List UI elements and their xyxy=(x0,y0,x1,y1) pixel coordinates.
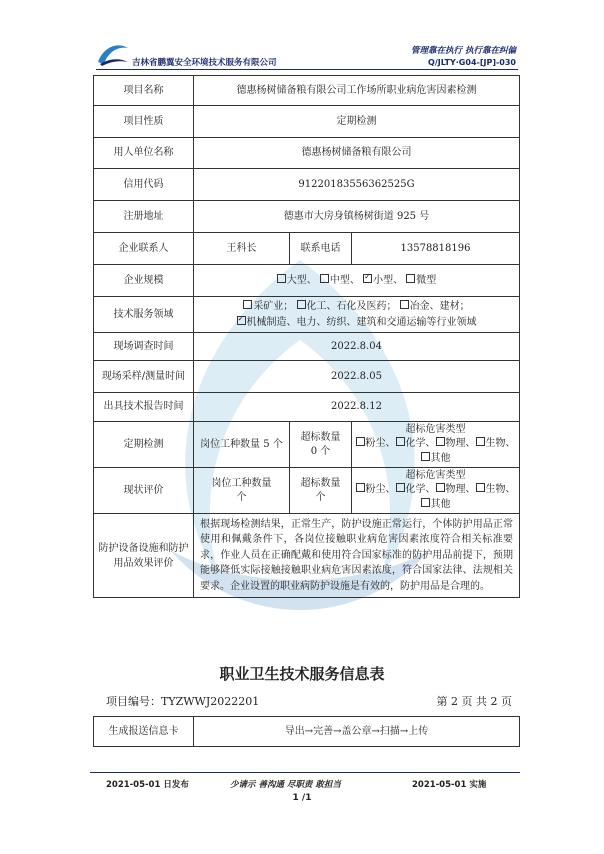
contact-label: 企业联系人 xyxy=(94,233,194,265)
page-header xyxy=(0,0,604,70)
periodic-exceed: 超标数量 0 个 xyxy=(290,422,352,468)
header-slogan: 管理靠在执行 执行靠在纠偏 xyxy=(411,46,516,56)
table-row xyxy=(94,297,520,333)
current-hazard-types: 超标危害类型 粉尘、 化学、 物理、 生物、其他 xyxy=(352,468,520,514)
footer-motto: 少请示 善沟通 尽职责 敢担当 xyxy=(230,780,341,790)
project-nature-label: 项目性质 xyxy=(94,106,194,138)
project-info-table xyxy=(93,75,520,598)
checkbox-icon xyxy=(396,437,405,446)
page-number: 1 /1 xyxy=(292,793,312,803)
project-number: 项目编号：TYZWWJ2022201 xyxy=(106,695,260,708)
periodic-hazard-types: 超标危害类型 粉尘、 化学、 物理、 生物、其他 xyxy=(352,422,520,468)
checkbox-icon xyxy=(297,300,306,309)
scale-option[interactable]: 微型 xyxy=(406,275,436,286)
footer-divider xyxy=(90,772,520,773)
project-nature-value: 定期检测 xyxy=(194,106,520,138)
field-options xyxy=(194,297,520,333)
table-row xyxy=(94,138,520,169)
address-value: 德惠市大房身镇杨树街道 925 号 xyxy=(194,201,520,233)
protection-text: 根据现场检测结果，正常生产，防护设施正常运行，个体防护用品正常使用和佩戴条件下，各岗位接触职业病危害因素浓度符合相关标准要求，作业人员在正确配戴和使用符合国家标准的防护用品前提下，预期能够降低实际接触接触职业病危害因素浓度，符合国家法律、法规相关要求。企业设置的职业病防护设施是有效的，防护用品是合理的。 xyxy=(194,514,520,598)
current-positions: 岗位工种数量 个 xyxy=(194,468,290,514)
sampling-time-value: 2022.8.05 xyxy=(194,361,520,393)
credit-code-label: 信用代码 xyxy=(94,169,194,201)
table-row xyxy=(94,333,520,361)
table-row xyxy=(94,106,520,138)
table-row xyxy=(94,201,520,233)
employer-value: 德惠杨树储备粮有限公司 xyxy=(194,138,520,169)
checked-checkbox-icon xyxy=(363,274,372,283)
table-row xyxy=(94,233,520,265)
checkbox-icon xyxy=(476,483,485,492)
field-label: 技术服务领域 xyxy=(94,297,194,333)
table-row xyxy=(94,393,520,422)
periodic-label: 定期检测 xyxy=(94,422,194,468)
scale-option[interactable]: ✓ 小型、 xyxy=(363,275,403,286)
phone-value: 13578818196 xyxy=(352,233,520,265)
checkbox-icon xyxy=(396,483,405,492)
table-row xyxy=(94,361,520,393)
field-option[interactable]: 采矿业； xyxy=(243,301,293,312)
table-row xyxy=(94,468,520,514)
project-name-label: 项目名称 xyxy=(94,76,194,106)
periodic-positions: 岗位工种数量 5 个 xyxy=(194,422,290,468)
scale-option[interactable]: 中型、 xyxy=(320,275,360,286)
report-time-value: 2022.8.12 xyxy=(194,393,520,422)
field-option[interactable]: ✓机械制造、电力、纺织、建筑和交通运输等行业领域 xyxy=(237,317,477,328)
checkbox-icon xyxy=(320,274,329,283)
protection-label: 防护设备设施和防护用品效果评价 xyxy=(94,514,194,598)
phone-label: 联系电话 xyxy=(290,233,352,265)
field-option[interactable]: 冶金、建材； xyxy=(400,301,470,312)
credit-code-value: 91220183556362525G xyxy=(194,169,520,201)
checkbox-icon xyxy=(436,437,445,446)
current-exceed: 超标数量 个 xyxy=(290,468,352,514)
checkbox-icon xyxy=(436,483,445,492)
generate-card-steps: 导出→完善→盖公章→扫描→上传 xyxy=(194,717,520,747)
issue-date: 2021-05-01 日发布 xyxy=(106,780,189,790)
effective-date: 2021-05-01 实施 xyxy=(412,780,487,790)
scale-label: 企业规模 xyxy=(94,265,194,297)
checkbox-icon xyxy=(421,498,430,507)
checkbox-icon xyxy=(277,274,286,283)
checkbox-icon xyxy=(356,437,365,446)
checkbox-icon xyxy=(400,300,409,309)
form-title: 职业卫生技术服务信息表 xyxy=(219,665,385,683)
address-label: 注册地址 xyxy=(94,201,194,233)
document-number: Q/JLTY·G04-[JP]-030 xyxy=(428,58,516,67)
checkbox-icon xyxy=(356,483,365,492)
report-time-label: 出具技术报告时间 xyxy=(94,393,194,422)
scale-option[interactable]: 大型、 xyxy=(277,275,317,286)
employer-label: 用人单位名称 xyxy=(94,138,194,169)
table-row xyxy=(94,169,520,201)
field-option[interactable]: 化工、石化及医药； xyxy=(297,301,397,312)
page-indicator: 第 2 页 共 2 页 xyxy=(436,695,512,708)
checkbox-icon xyxy=(476,437,485,446)
checkbox-icon xyxy=(243,300,252,309)
info-card-table xyxy=(93,716,520,747)
company-logo-icon xyxy=(96,40,130,66)
header-divider xyxy=(96,69,518,70)
generate-card-label: 生成报送信息卡 xyxy=(94,717,194,747)
project-name-value: 德惠杨树储备粮有限公司工作场所职业病危害因素检测 xyxy=(194,76,520,106)
table-row xyxy=(94,717,520,747)
current-label: 现状评价 xyxy=(94,468,194,514)
table-row xyxy=(94,422,520,468)
contact-value: 王科长 xyxy=(194,233,290,265)
checkbox-icon xyxy=(421,452,430,461)
checked-checkbox-icon xyxy=(237,316,246,325)
table-row xyxy=(94,265,520,297)
scale-options xyxy=(194,265,520,297)
survey-time-value: 2022.8.04 xyxy=(194,333,520,361)
table-row xyxy=(94,514,520,598)
table-row xyxy=(94,76,520,106)
checkbox-icon xyxy=(406,274,415,283)
sampling-time-label: 现场采样/测量时间 xyxy=(94,361,194,393)
company-name: 吉林省鹏翼安全环境技术服务有限公司 xyxy=(132,58,277,68)
survey-time-label: 现场调查时间 xyxy=(94,333,194,361)
